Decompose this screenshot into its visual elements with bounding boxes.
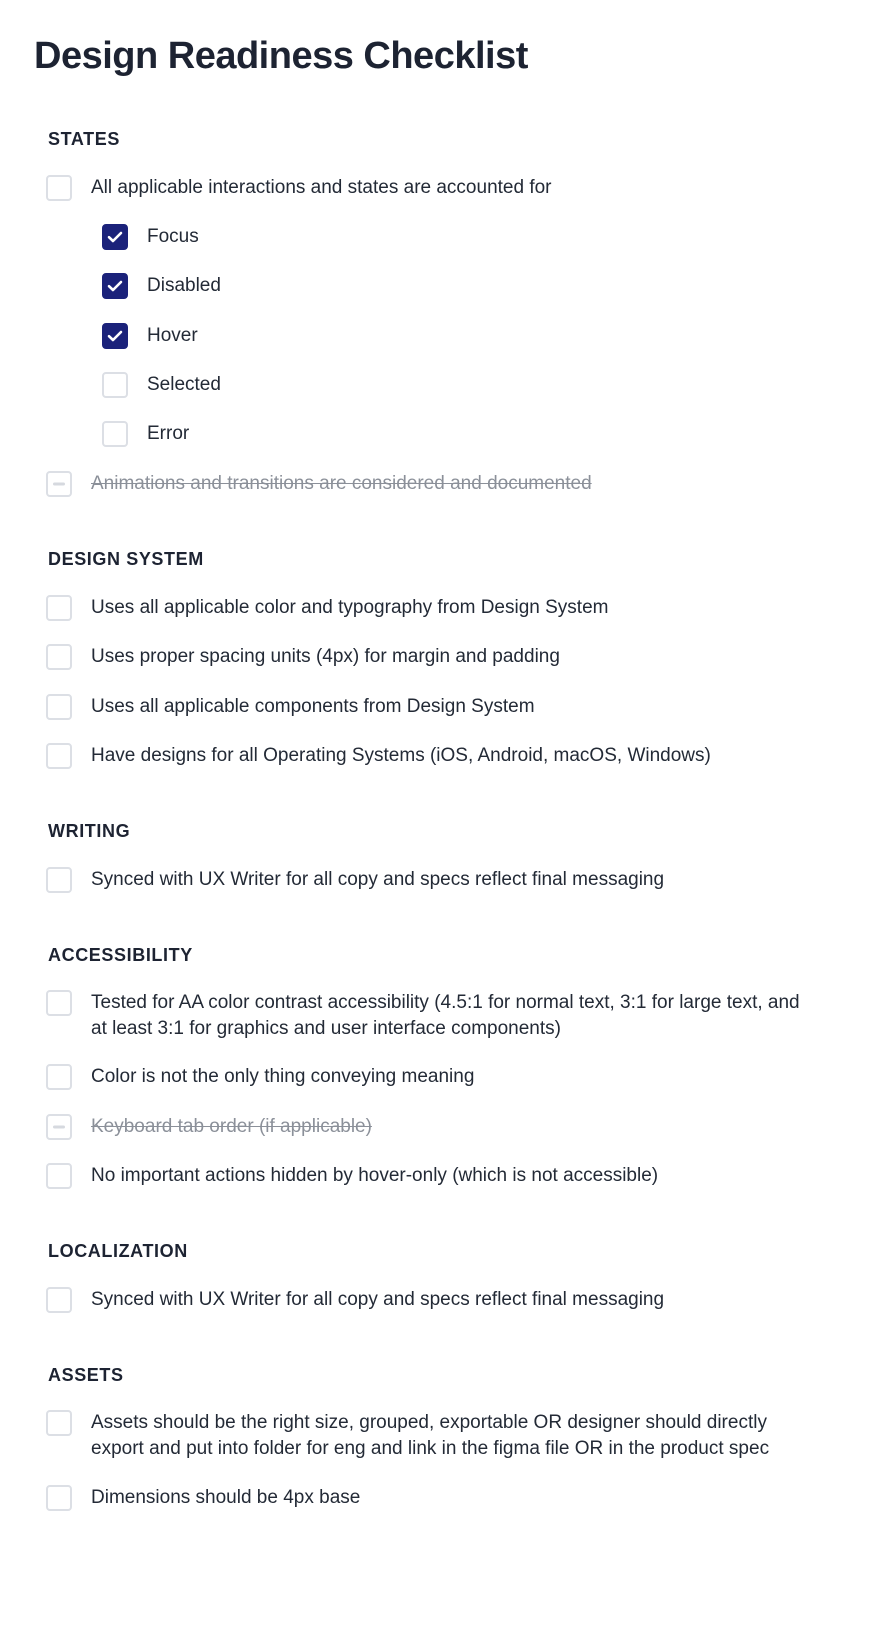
checklist-item-dimensions[interactable] <box>46 1485 360 1511</box>
section-heading-design-system: DESIGN SYSTEM <box>48 549 204 569</box>
checkbox[interactable] <box>46 595 72 621</box>
section-heading-assets: ASSETS <box>48 1365 124 1385</box>
checklist-item-writing-sync[interactable] <box>46 867 664 893</box>
checklist-item-hover[interactable] <box>102 323 198 349</box>
checkbox[interactable] <box>46 1485 72 1511</box>
checklist-item-hover-only[interactable] <box>46 1163 658 1189</box>
checkbox[interactable] <box>46 175 72 201</box>
section-heading-writing: WRITING <box>48 821 131 841</box>
checklist-item-all-states[interactable] <box>46 175 552 201</box>
checklist-item-selected[interactable] <box>102 372 221 398</box>
checklist-item-label: Uses all applicable color and typography from Design System <box>91 597 609 618</box>
checklist-item-label: Disabled <box>147 275 221 296</box>
checklist-item-label: All applicable interactions and states are accounted for <box>91 177 552 198</box>
checkbox[interactable] <box>46 867 72 893</box>
checklist-item-label: Color is not the only thing conveying meaning <box>91 1066 475 1087</box>
minus-icon <box>53 482 65 486</box>
checkbox-checked[interactable] <box>102 323 128 349</box>
checklist-item-disabled[interactable] <box>102 273 221 299</box>
checklist-item-color-typography[interactable] <box>46 595 608 621</box>
section-heading-states: STATES <box>48 129 120 149</box>
checklist-item-animations[interactable] <box>46 471 592 497</box>
checklist-item-label: Assets should be the right size, grouped, exportable OR designer should directly export and put into folder for eng and link in the figma file OR in the product spec <box>91 1412 770 1459</box>
checklist-item-label: Animations and transitions are considered and documented <box>91 473 592 494</box>
checklist-item-label: Synced with UX Writer for all copy and specs reflect final messaging <box>91 869 665 890</box>
checkbox-not-applicable[interactable] <box>46 471 72 497</box>
checklist-item-label: Focus <box>147 226 199 247</box>
checkbox-not-applicable[interactable] <box>46 1114 72 1140</box>
checklist-item-label: Selected <box>147 374 221 395</box>
checklist-item-label: Have designs for all Operating Systems (iOS, Android, macOS, Windows) <box>91 745 711 766</box>
checklist-item-focus[interactable] <box>102 224 199 250</box>
checklist-item-label: Keyboard tab order (if applicable) <box>91 1116 372 1137</box>
checkbox[interactable] <box>46 743 72 769</box>
page-title: Design Readiness Checklist <box>34 35 528 77</box>
checklist-item-localization-sync[interactable] <box>46 1287 664 1313</box>
checklist-item-components[interactable] <box>46 694 535 720</box>
checkbox[interactable] <box>46 694 72 720</box>
checklist-item-label: Uses all applicable components from Design System <box>91 696 535 717</box>
checklist-item-spacing[interactable] <box>46 644 560 670</box>
checklist-item-label: Error <box>147 423 190 444</box>
check-icon <box>107 231 123 243</box>
checklist-item-error[interactable] <box>102 421 189 447</box>
checkbox-checked[interactable] <box>102 224 128 250</box>
checklist-item-label: Uses proper spacing units (4px) for margin and padding <box>91 646 560 667</box>
check-icon <box>107 280 123 292</box>
minus-icon <box>53 1125 65 1129</box>
checkbox[interactable] <box>102 372 128 398</box>
checklist-item-label: No important actions hidden by hover-only (which is not accessible) <box>91 1165 659 1186</box>
check-icon <box>107 330 123 342</box>
checklist-item-label: Synced with UX Writer for all copy and specs reflect final messaging <box>91 1289 665 1310</box>
checkbox[interactable] <box>46 1287 72 1313</box>
checklist-item-operating-systems[interactable] <box>46 743 711 769</box>
checkbox[interactable] <box>46 1163 72 1189</box>
checkbox[interactable] <box>46 644 72 670</box>
checkbox[interactable] <box>46 990 72 1016</box>
checkbox-checked[interactable] <box>102 273 128 299</box>
checklist-item-label: Dimensions should be 4px base <box>91 1487 361 1508</box>
checkbox[interactable] <box>46 1410 72 1436</box>
checklist-item-keyboard-tab[interactable] <box>46 1114 372 1140</box>
checklist-item-label: Tested for AA color contrast accessibility (4.5:1 for normal text, 3:1 for large text, and at least 3:1 for graphics and user interface components) <box>91 992 800 1039</box>
checklist-item-assets-export[interactable] <box>46 1410 811 1462</box>
checklist-item-color-meaning[interactable] <box>46 1064 474 1090</box>
section-heading-localization: LOCALIZATION <box>48 1241 188 1261</box>
checklist-item-label: Hover <box>147 325 198 346</box>
section-heading-accessibility: ACCESSIBILITY <box>48 945 193 965</box>
checkbox[interactable] <box>46 1064 72 1090</box>
checklist-item-color-contrast[interactable] <box>46 990 811 1042</box>
checkbox[interactable] <box>102 421 128 447</box>
